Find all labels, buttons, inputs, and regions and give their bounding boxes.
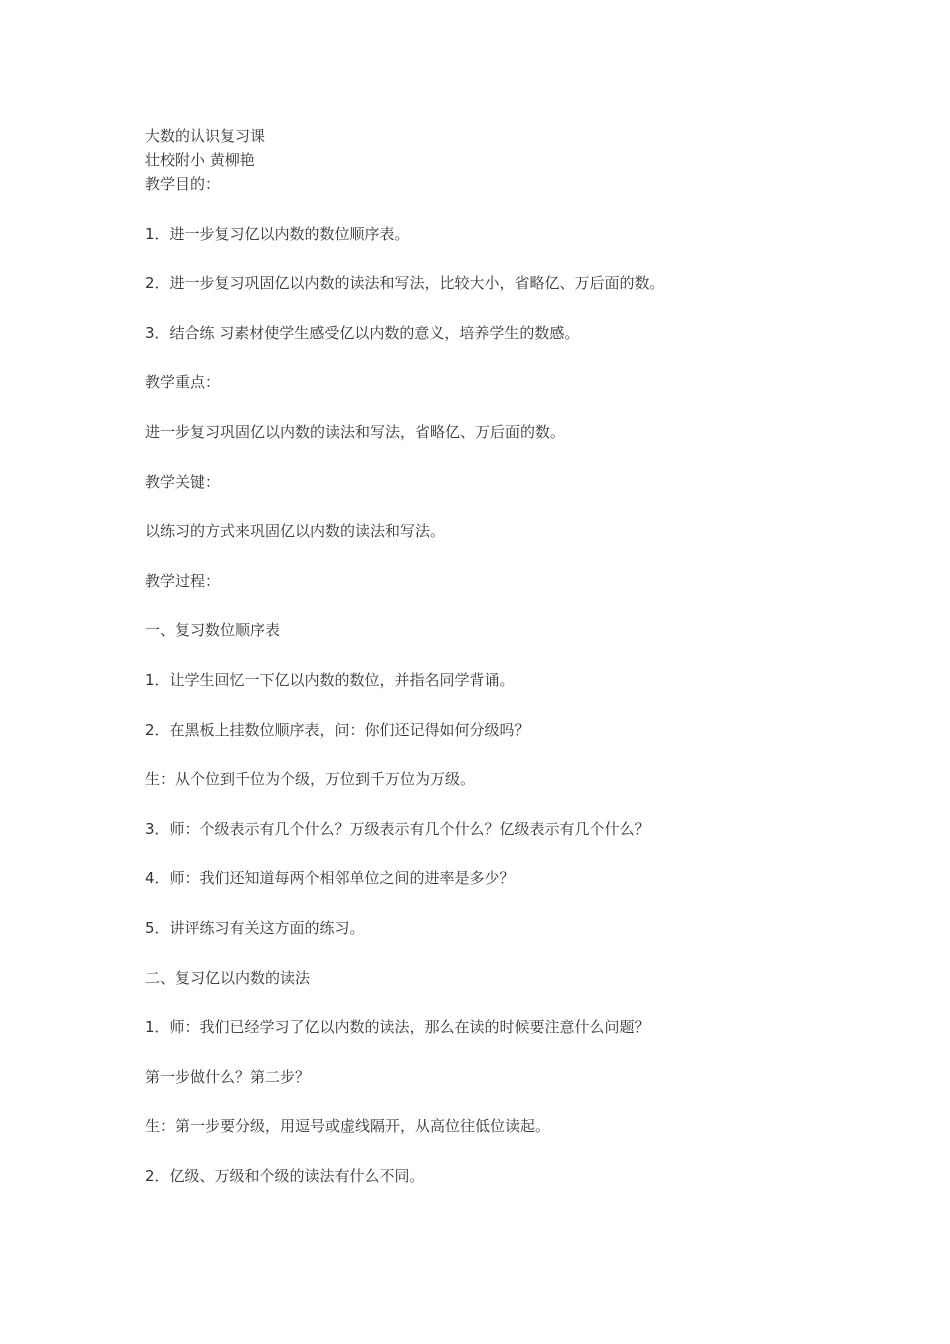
paragraph: 2．进一步复习巩固亿以内数的读法和写法，比较大小，省略亿、万后面的数。	[145, 274, 665, 293]
paragraph: 生：从个位到千位为个级，万位到千万位为万级。	[145, 770, 476, 789]
paragraph: 2．亿级、万级和个级的读法有什么不同。	[145, 1166, 425, 1185]
section-heading-part-one: 一、复习数位顺序表	[145, 621, 281, 640]
paragraph: 1．让学生回忆一下亿以内数的数位，并指名同学背诵。	[145, 670, 515, 689]
document-page	[145, 126, 865, 1215]
paragraph: 1．进一步复习亿以内数的数位顺序表。	[145, 224, 410, 243]
section-heading-key: 教学关键：	[145, 472, 221, 491]
section-heading-key-points: 教学重点：	[145, 373, 221, 392]
paragraph: 以练习的方式来巩固亿以内数的读法和写法。	[145, 522, 446, 541]
paragraph: 生：第一步要分级，用逗号或虚线隔开，从高位往低位读起。	[145, 1117, 551, 1136]
paragraph: 3．师：个级表示有几个什么？万级表示有几个什么？亿级表示有几个什么？	[145, 819, 650, 838]
paragraph: 1．师：我们已经学习了亿以内数的读法，那么在读的时候要注意什么问题？	[145, 1018, 650, 1037]
author-line: 壮校附小 黄柳艳	[145, 151, 255, 169]
paragraph: 4．师：我们还知道每两个相邻单位之间的进率是多少？	[145, 869, 515, 888]
section-heading-process: 教学过程：	[145, 571, 221, 590]
paragraph: 第一步做什么？第二步？	[145, 1067, 311, 1086]
section-heading-objectives: 教学目的：	[145, 175, 221, 193]
section-heading-part-two: 二、复习亿以内数的读法	[145, 968, 311, 987]
paragraph: 3．结合练 习素材使学生感受亿以内数的意义，培养学生的数感。	[145, 323, 580, 342]
paragraph: 5．讲评练习有关这方面的练习。	[145, 918, 365, 937]
paragraph: 进一步复习巩固亿以内数的读法和写法，省略亿、万后面的数。	[145, 422, 566, 441]
paragraph: 2．在黑板上挂数位顺序表，问：你们还记得如何分级吗？	[145, 720, 530, 739]
lesson-title: 大数的认识复习课	[145, 127, 266, 145]
